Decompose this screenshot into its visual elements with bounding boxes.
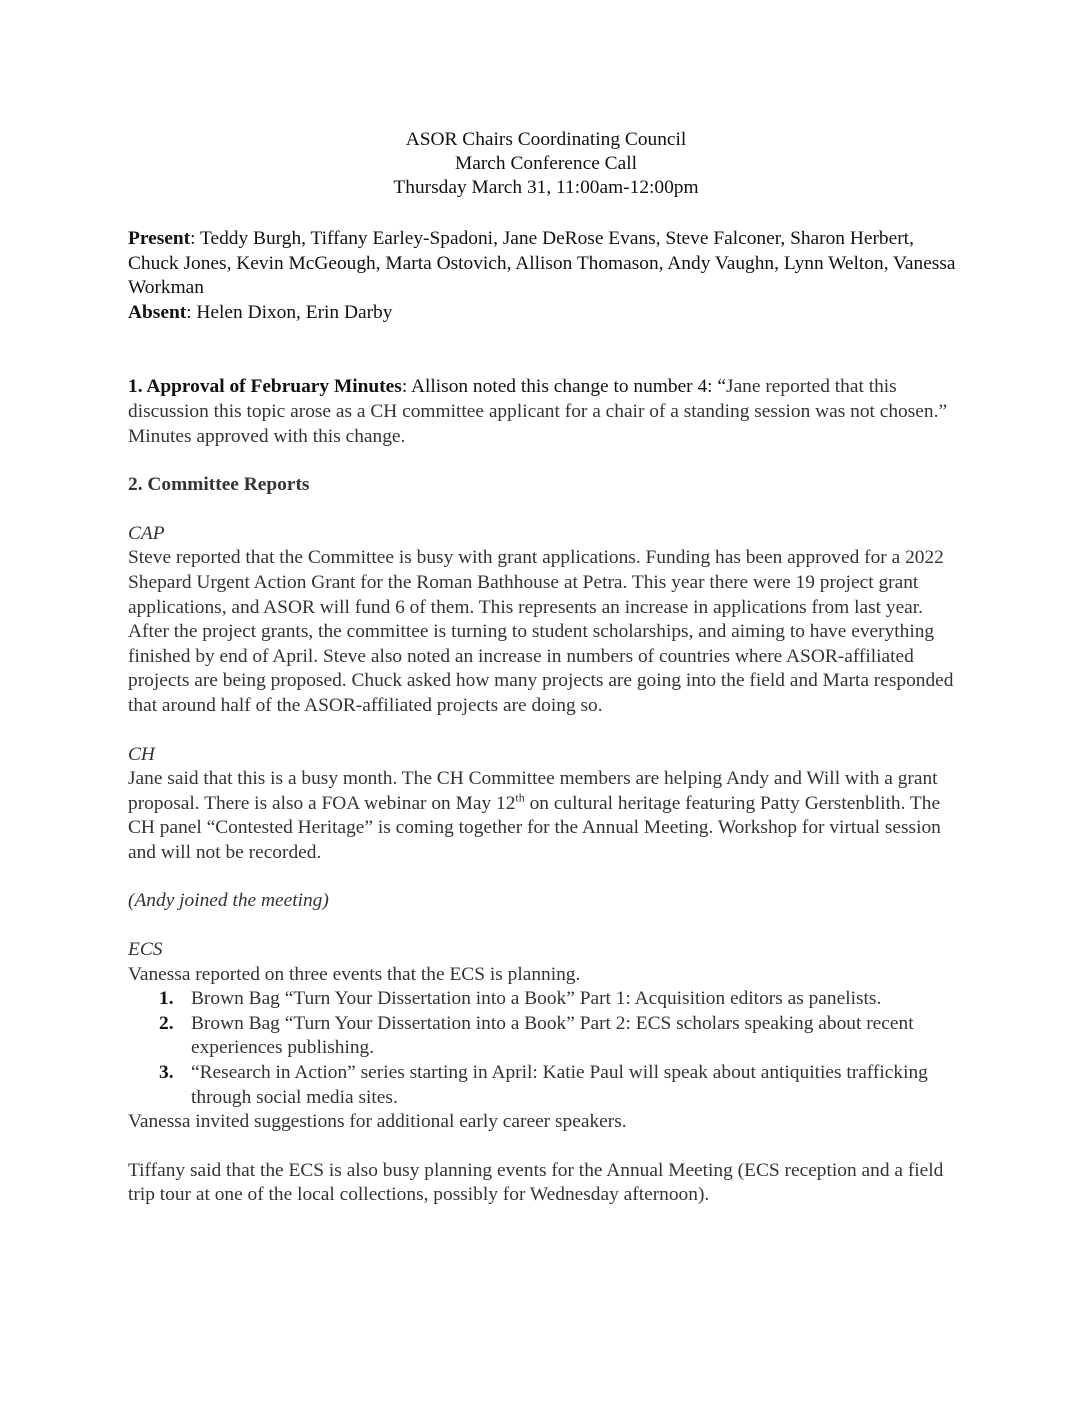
list-item-number: 1. bbox=[159, 988, 174, 1010]
list-item-number: 3. bbox=[159, 1062, 174, 1084]
list-item bbox=[128, 1061, 960, 1110]
andy-joined-note: (Andy joined the meeting) bbox=[128, 890, 329, 912]
ecs-intro: Vanessa reported on three events that the ECS is planning. bbox=[128, 963, 581, 985]
call-title: March Conference Call bbox=[455, 153, 637, 174]
present-line bbox=[128, 227, 960, 301]
ecs-events-list bbox=[128, 987, 960, 1110]
ch-report-ordinal: th bbox=[515, 790, 525, 805]
list-item-text: Brown Bag “Turn Your Dissertation into a Book” Part 2: ECS scholars speaking about recent experiences publishing. bbox=[191, 1012, 914, 1059]
approval-result: Minutes approved with this change. bbox=[128, 425, 406, 447]
document-header bbox=[132, 128, 960, 200]
list-item bbox=[128, 987, 960, 1012]
list-item-text: Brown Bag “Turn Your Dissertation into a Book” Part 1: Acquisition editors as panelists. bbox=[191, 988, 882, 1010]
approval-heading: 1. Approval of February Minutes bbox=[128, 376, 402, 398]
approval-section bbox=[128, 375, 960, 449]
cap-report: Steve reported that the Committee is busy with grant applications. Funding has been approved for a 2022 Shepard Urgent Action Grant for the Roman Bathhouse at Petra. This year there were 19 project grant applications, and ASOR will fund 6 of them. This represents an increase in applications from last year. After the project grants, the committee is turning to student scholarships, and aiming to have everything finished by end of April. Steve also noted an increase in numbers of countries where ASOR-affiliated projects are being proposed. Chuck asked how many projects are going into the field and Marta responded that around half of the ASOR-affiliated projects are doing so. bbox=[128, 547, 954, 716]
present-names: : Teddy Burgh, Tiffany Earley-Spadoni, Jane DeRose Evans, Steve Falconer, Sharon Herbert, Chuck Jones, Kevin McGeough, Marta Ostovich, Allison Thomason, Andy Vaughn, Lynn Welton, Vanessa Workman bbox=[128, 228, 956, 299]
ch-title: CH bbox=[128, 743, 155, 765]
ch-report bbox=[128, 767, 960, 865]
tiffany-paragraph: Tiffany said that the ECS is also busy planning events for the Annual Meeting (ECS reception and a field trip tour at one of the local collections, possibly for Wednesday afternoon). bbox=[128, 1159, 944, 1206]
council-title: ASOR Chairs Coordinating Council bbox=[405, 129, 687, 150]
attendance-block bbox=[128, 227, 960, 325]
approval-paragraph bbox=[128, 375, 960, 424]
ecs-outro: Vanessa invited suggestions for additional early career speakers. bbox=[128, 1111, 627, 1133]
approval-quote: Jane reported that this discussion this topic arose as a CH committee applicant for a chair of a standing session was not chosen.” bbox=[128, 376, 948, 422]
absent-names: : Helen Dixon, Erin Darby bbox=[186, 301, 393, 323]
ecs-title: ECS bbox=[128, 939, 163, 961]
list-item bbox=[128, 1012, 960, 1061]
cap-title: CAP bbox=[128, 522, 165, 544]
present-label: Present bbox=[128, 228, 191, 249]
approval-lead: : Allison noted this change to number 4: “ bbox=[401, 376, 727, 398]
absent-line bbox=[128, 301, 960, 326]
list-item-number: 2. bbox=[159, 1012, 174, 1034]
ch-report-part1: Jane said that this is a busy month. The CH Committee members are helping Andy and Will with a grant proposal. There is also a FOA webinar on May 12 bbox=[128, 768, 938, 814]
committee-reports-heading: 2. Committee Reports bbox=[128, 474, 310, 496]
list-item-text: “Research in Action” series starting in April: Katie Paul will speak about antiquities trafficking through social media sites. bbox=[191, 1062, 928, 1108]
call-datetime: Thursday March 31, 11:00am-12:00pm bbox=[393, 177, 699, 198]
ch-report-part2: on cultural heritage featuring Patty Gerstenblith. The CH panel “Contested Heritage” is coming together for the Annual Meeting. Workshop for virtual session and will not be recorded. bbox=[128, 792, 941, 863]
absent-label: Absent bbox=[128, 301, 187, 323]
